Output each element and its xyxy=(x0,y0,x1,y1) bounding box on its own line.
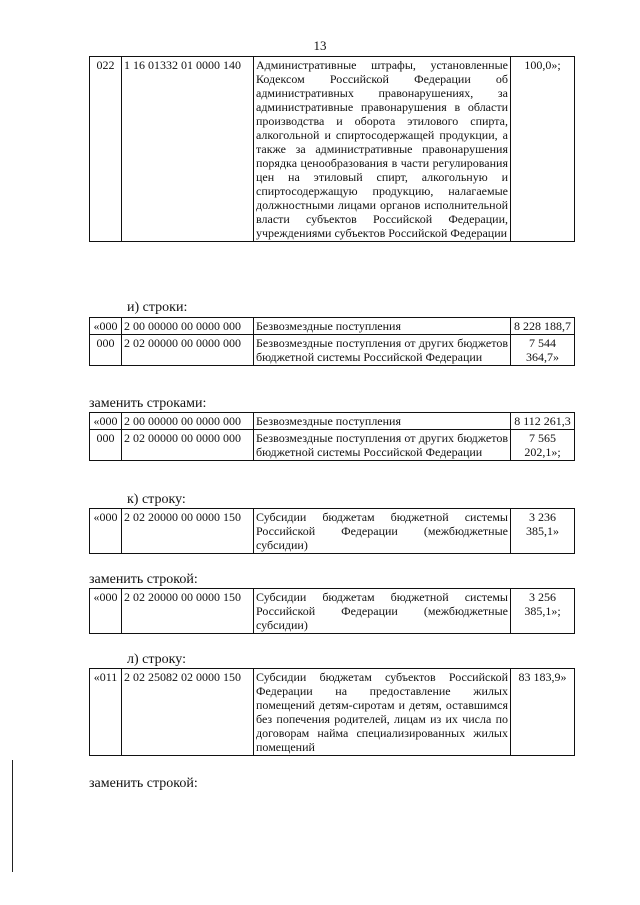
name-cell: Безвозмездные поступления от других бюджетов бюджетной системы Российской Федерации xyxy=(254,335,511,366)
budget-code-cell: 2 00 00000 00 0000 000 xyxy=(122,413,254,430)
table-row xyxy=(90,57,575,242)
heading-replace-row-1: заменить строкой: xyxy=(89,572,198,587)
budget-code-cell: 2 02 20000 00 0000 150 xyxy=(122,589,254,634)
heading-k: к) строку: xyxy=(127,492,186,507)
name-cell: Субсидии бюджетам бюджетной системы Российской Федерации (межбюджетные субсидии) xyxy=(254,589,511,634)
budget-code-cell: 2 00 00000 00 0000 000 xyxy=(122,318,254,335)
heading-replace-row-2: заменить строкой: xyxy=(89,776,198,791)
budget-code-cell: 1 16 01332 01 0000 140 xyxy=(122,57,254,242)
table-replace-row-1 xyxy=(89,588,575,634)
table-replace-rows xyxy=(89,412,575,461)
budget-code-cell: 2 02 00000 00 0000 000 xyxy=(122,430,254,461)
name-cell: Субсидии бюджетам бюджетной системы Российской Федерации (межбюджетные субсидии) xyxy=(254,509,511,554)
table-row xyxy=(90,335,575,366)
admin-code-cell: «000 xyxy=(90,509,122,554)
table-k xyxy=(89,508,575,554)
table-l xyxy=(89,668,575,756)
budget-code-cell: 2 02 00000 00 0000 000 xyxy=(122,335,254,366)
heading-l: л) строку: xyxy=(127,652,186,667)
margin-line xyxy=(12,760,13,872)
admin-code-cell: «000 xyxy=(90,318,122,335)
name-cell: Административные штрафы, установленные Кодексом Российской Федерации об административных правонарушениях, за административные правонарушения в области производства и оборота этилового спирта, алкогольной и спиртосодержащей продукции, а также за административные правонарушения порядка ценообразования в части регулирования цен на этиловый спирт, алкогольную и спиртосодержащую продукцию, налагаемые должностными лицами органов исполнительной власти субъектов Российской Федерации, учреждениями субъектов Российской Федерации xyxy=(254,57,511,242)
heading-replace-rows: заменить строками: xyxy=(89,396,207,411)
table-row xyxy=(90,318,575,335)
table-row xyxy=(90,413,575,430)
admin-code-cell: 000 xyxy=(90,430,122,461)
budget-code-cell: 2 02 20000 00 0000 150 xyxy=(122,509,254,554)
admin-code-cell: «011 xyxy=(90,669,122,756)
admin-code-cell: «000 xyxy=(90,589,122,634)
amount-cell: 7 544 364,7» xyxy=(511,335,575,366)
admin-code-cell: «000 xyxy=(90,413,122,430)
table-row xyxy=(90,589,575,634)
name-cell: Безвозмездные поступления от других бюджетов бюджетной системы Российской Федерации xyxy=(254,430,511,461)
budget-code-cell: 2 02 25082 02 0000 150 xyxy=(122,669,254,756)
admin-code-cell: 000 xyxy=(90,335,122,366)
table-top xyxy=(89,56,575,242)
amount-cell: 3 256 385,1»; xyxy=(511,589,575,634)
name-cell: Субсидии бюджетам субъектов Российской Федерации на предоставление жилых помещений детям-сиротам и детям, оставшимся без попечения родителей, лицам из их числа по договорам найма специализированных жилых помещений xyxy=(254,669,511,756)
amount-cell: 7 565 202,1»; xyxy=(511,430,575,461)
page-number: 13 xyxy=(313,38,327,53)
name-cell: Безвозмездные поступления xyxy=(254,413,511,430)
amount-cell: 8 112 261,3 xyxy=(511,413,575,430)
table-row xyxy=(90,430,575,461)
admin-code-cell: 022 xyxy=(90,57,122,242)
name-cell: Безвозмездные поступления xyxy=(254,318,511,335)
table-row xyxy=(90,669,575,756)
table-row xyxy=(90,509,575,554)
amount-cell: 100,0»; xyxy=(511,57,575,242)
table-i xyxy=(89,317,575,366)
amount-cell: 3 236 385,1» xyxy=(511,509,575,554)
amount-cell: 83 183,9» xyxy=(511,669,575,756)
amount-cell: 8 228 188,7 xyxy=(511,318,575,335)
heading-i: и) строки: xyxy=(127,300,188,315)
